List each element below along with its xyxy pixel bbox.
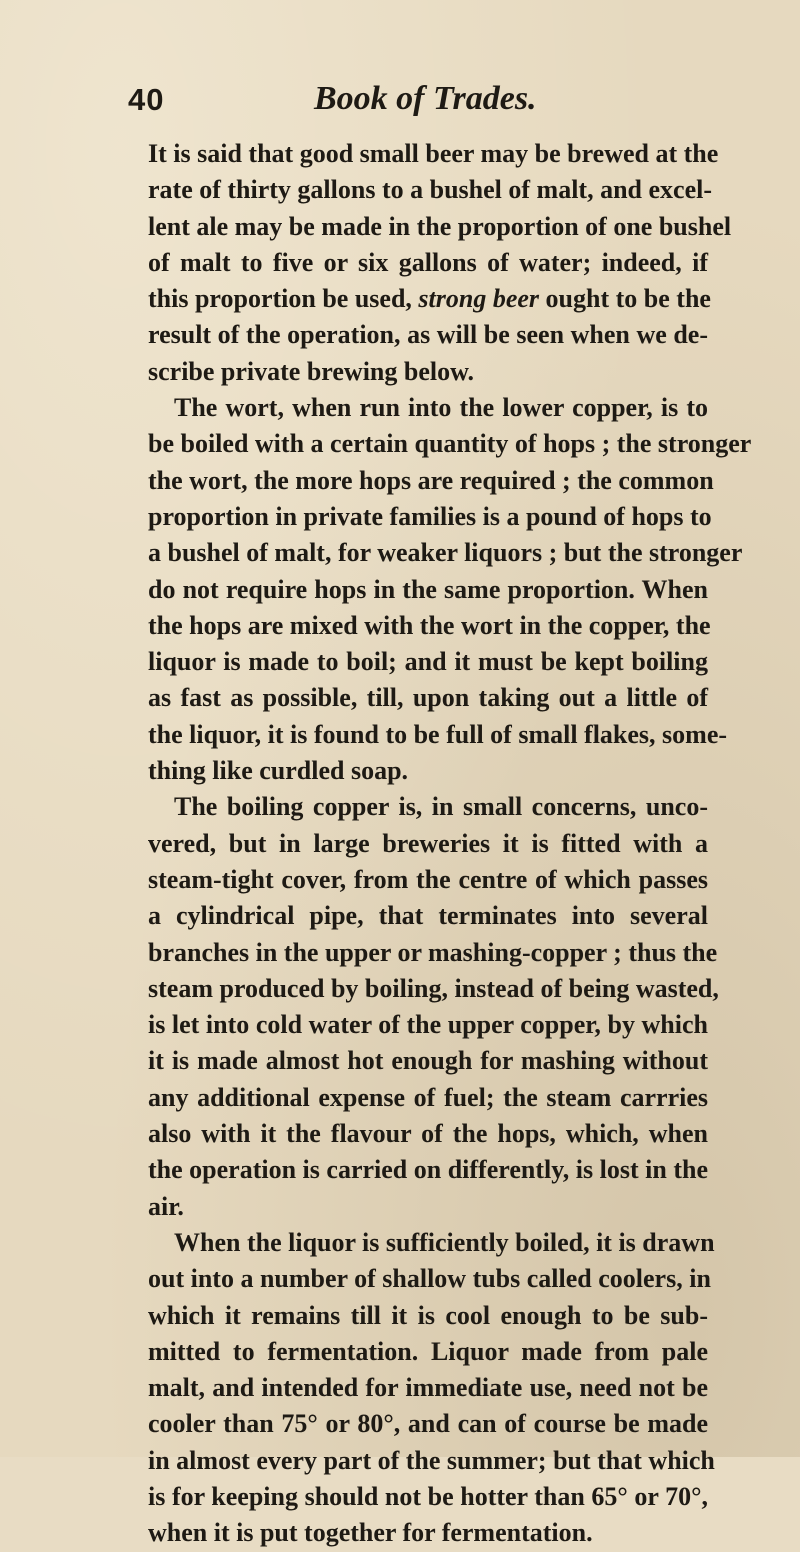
text-line: thing like curdled soap. — [148, 756, 409, 786]
text-line: When the liquor is sufficiently boiled, it is drawn — [174, 1227, 715, 1257]
page-header — [128, 82, 688, 122]
text-line: is let into cold water of the upper copper, by which — [148, 1010, 708, 1040]
body-text — [148, 136, 752, 1552]
text-line: the operation is carried on differently, is lost in the — [148, 1155, 708, 1185]
text-line: result of the operation, as will be seen when we de- — [148, 320, 708, 350]
text-line: steam produced by boiling, instead of being wasted, — [148, 973, 719, 1003]
text-line: when it is put together for fermentation. — [148, 1518, 593, 1548]
paragraph — [148, 1225, 715, 1552]
paragraph — [148, 136, 732, 390]
text-line: also with it the flavour of the hops, which, when — [148, 1119, 708, 1149]
page-number: 40 — [128, 82, 165, 117]
text-line: it is made almost hot enough for mashing without — [148, 1046, 708, 1076]
text-line: liquor is made to boil; and it must be kept boiling — [148, 647, 708, 677]
text-line: of malt to five or six gallons of water; indeed, if — [148, 247, 708, 277]
paragraph — [148, 789, 719, 1225]
text-line: branches in the upper or mashing-copper ; thus the — [148, 937, 718, 967]
text-line: cooler than 75° or 80°, and can of course be made — [148, 1409, 708, 1439]
paragraph — [148, 390, 752, 789]
text-line: which it remains till it is cool enough to be sub- — [148, 1300, 708, 1330]
text-line: in almost every part of the summer; but that which — [148, 1445, 715, 1475]
text-line: rate of thirty gallons to a bushel of malt, and excel- — [148, 175, 713, 205]
text-line: is for keeping should not be hotter than 65° or 70°, — [148, 1481, 708, 1511]
text-line: It is said that good small beer may be brewed at the — [148, 139, 719, 168]
text-line: air. — [148, 1191, 184, 1221]
text-line: a cylindrical pipe, that terminates into several — [148, 901, 708, 931]
text-line: out into a number of shallow tubs called coolers, in — [148, 1264, 711, 1294]
text-line: any additional expense of fuel; the steam carrries — [148, 1082, 708, 1112]
text-line: mitted to fermentation. Liquor made from pale — [148, 1336, 708, 1366]
text-line: do not require hops in the same proportion. When — [148, 574, 708, 604]
text-line: vered, but in large breweries it is fitted with a — [148, 828, 708, 858]
running-title: Book of Trades. — [314, 80, 537, 117]
text-line: The wort, when run into the lower copper, is to — [174, 393, 708, 423]
text-line: The boiling copper is, in small concerns, unco- — [174, 792, 708, 822]
text-line: proportion in private families is a pound of hops to — [148, 501, 712, 531]
text-line: the wort, the more hops are required ; the common — [148, 465, 714, 495]
text-line: as fast as possible, till, upon taking out a little of — [148, 683, 708, 713]
text-line: this proportion be used, strong beer ought to be the — [148, 284, 711, 314]
text-line: be boiled with a certain quantity of hops ; the stronger — [148, 429, 752, 459]
text-line: lent ale may be made in the proportion of one bushel — [148, 211, 732, 241]
text-line: the liquor, it is found to be full of small flakes, some- — [148, 719, 728, 749]
text-line: steam-tight cover, from the centre of which passes — [148, 864, 708, 894]
text-line: scribe private brewing below. — [148, 356, 474, 386]
text-line: a bushel of malt, for weaker liquors ; but the stronger — [148, 538, 743, 568]
text-line: the hops are mixed with the wort in the copper, the — [148, 610, 711, 640]
text-line: malt, and intended for immediate use, need not be — [148, 1373, 708, 1403]
